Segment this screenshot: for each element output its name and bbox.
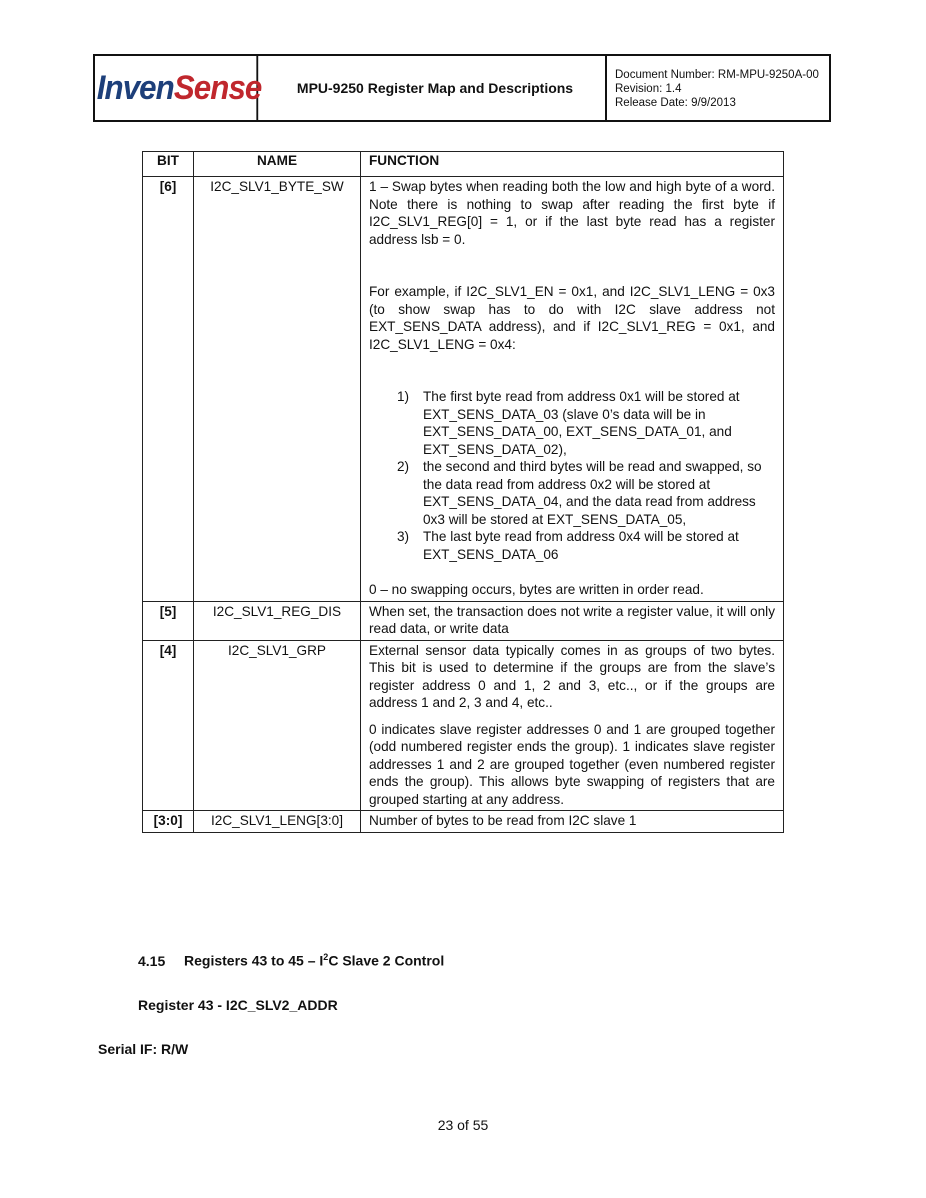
bit-cell: [3:0] — [143, 811, 194, 833]
document-number: Document Number: RM-MPU-9250A-00 — [615, 69, 819, 81]
document-meta — [607, 56, 829, 120]
column-header-name: NAME — [194, 152, 361, 177]
section-title-post: C Slave 2 Control — [328, 952, 445, 969]
function-cell — [361, 811, 784, 833]
list-item-text: The last byte read from address 0x4 will be stored at EXT_SENS_DATA_06 — [423, 529, 739, 562]
function-cell — [361, 640, 784, 811]
column-header-function: FUNCTION — [361, 152, 784, 177]
function-paragraph: External sensor data typically comes in as groups of two bytes. This bit is used to determine if the groups are from the slave’s register address 0 and 1, 2 and 3, etc.., or if the groups are address 1 and 2, 3 and 4, etc.. — [369, 642, 775, 710]
table-row — [143, 177, 784, 602]
list-item-text: The first byte read from address 0x1 will be stored at EXT_SENS_DATA_03 (slave 0’s data will be in EXT_SENS_DATA_00, EXT_SENS_DATA_01, and EXT_SENS_DATA_02), — [423, 389, 740, 457]
release-date: Release Date: 9/9/2013 — [615, 97, 736, 109]
list-item-number: 3) — [397, 529, 410, 544]
table-row — [143, 640, 784, 811]
function-paragraph: Number of bytes to be read from I2C slave 1 — [369, 813, 637, 828]
function-paragraph: For example, if I2C_SLV1_EN = 0x1, and I2C_SLV1_LENG = 0x3 (to show swap has to do with I2C slave address not EXT_SENS_DATA address), and if I2C_SLV1_REG = 0x1, and I2C_SLV1_LENG = 0x4: — [369, 284, 775, 352]
function-cell — [361, 177, 784, 602]
example-steps-list — [369, 388, 775, 563]
logo-sense: Sense — [173, 68, 262, 107]
function-paragraph: 1 – Swap bytes when reading both the low and high byte of a word. Note there is nothing to swap after reading the first byte if I2C_SLV1_REG[0] = 1, or if the last byte read has a register address lsb = 0. — [369, 179, 775, 247]
name-cell: I2C_SLV1_GRP — [194, 640, 361, 811]
list-item-number: 1) — [397, 389, 410, 404]
table-row — [143, 601, 784, 640]
section-heading — [138, 952, 444, 969]
table-header-row — [143, 152, 784, 177]
serial-if-label: Serial IF: R/W — [98, 1041, 189, 1057]
invensense-logo — [96, 56, 262, 120]
document-title: MPU-9250 Register Map and Descriptions — [265, 56, 607, 120]
register-bit-table — [142, 151, 784, 833]
revision: Revision: 1.4 — [615, 83, 682, 95]
document-header — [93, 54, 831, 122]
list-item-number: 2) — [397, 459, 410, 474]
function-paragraph: 0 indicates slave register addresses 0 and 1 are grouped together (odd numbered register ends the group). 1 indicates slave register addresses 1 and 2 are grouped together (even numbered register ends the group). This allows byte swapping of registers that are grouped starting at any address. — [369, 721, 775, 807]
name-cell: I2C_SLV1_REG_DIS — [194, 601, 361, 640]
table-row — [143, 811, 784, 833]
section-number: 4.15 — [138, 952, 166, 969]
list-item — [397, 528, 775, 563]
function-paragraph: 0 – no swapping occurs, bytes are written in order read. — [369, 582, 704, 597]
list-item-text: the second and third bytes will be read and swapped, so the data read from address 0x2 will be stored at EXT_SENS_DATA_04, and the data read from address 0x3 will be stored at EXT_SENS_DATA_05, — [423, 459, 762, 527]
list-item — [397, 388, 775, 458]
logo-inven: Inven — [96, 68, 174, 107]
bit-cell: [4] — [143, 640, 194, 811]
function-paragraph: When set, the transaction does not write a register value, it will only read data, or write data — [369, 603, 775, 636]
name-cell: I2C_SLV1_BYTE_SW — [194, 177, 361, 602]
bit-cell: [5] — [143, 601, 194, 640]
list-item — [397, 458, 775, 528]
name-cell: I2C_SLV1_LENG[3:0] — [194, 811, 361, 833]
bit-cell: [6] — [143, 177, 194, 602]
page-number: 23 of 55 — [437, 1117, 489, 1133]
section-title-superscript: 2 — [323, 952, 329, 962]
column-header-bit: BIT — [143, 152, 194, 177]
function-cell — [361, 601, 784, 640]
section-title-pre: Registers 43 to 45 – I — [184, 952, 324, 969]
register-heading: Register 43 - I2C_SLV2_ADDR — [138, 997, 338, 1013]
